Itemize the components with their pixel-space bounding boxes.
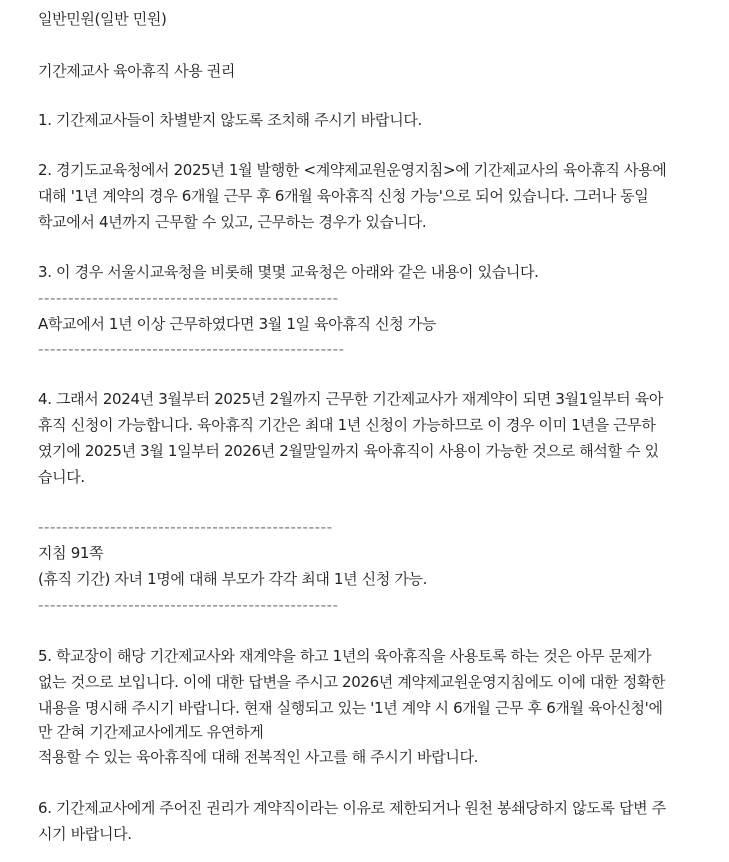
divider-line: ------------------------------------------------- [38,518,333,536]
paragraph-5-line: 적용할 수 있는 육아휴직에 대해 전복적인 사고를 해 주시기 바랍니다. [38,748,479,766]
paragraph-3: 3. 이 경우 서울시교육청을 비롯해 몇몇 교육청은 아래와 같은 내용이 있습니다. [38,263,539,281]
quote-text: A학교에서 1년 이상 근무하였다면 3월 1일 육아휴직 신청 가능 [38,315,437,333]
paragraph-2-line: 2. 경기도교육청에서 2025년 1월 발행한 <계약제교원운영지침>에 기간제교사의 육아휴직 사용에 [38,161,667,179]
paragraph-1: 1. 기간제교사들이 차별받지 않도록 조치해 주시기 바랍니다. [38,111,422,129]
paragraph-5-line: 5. 학교장이 해당 기간제교사와 재계약을 하고 1년의 육아휴직을 사용토록 하는 것은 아무 문제가 [38,647,652,665]
paragraph-6-line: 6. 기간제교사에게 주어진 권리가 계약직이라는 이유로 제한되거나 원천 봉쇄당하지 않도록 답변 주 [38,799,666,817]
paragraph-4-line: 휴직 신청이 가능합니다. 육아휴직 기간은 최대 1년 신청이 가능하므로 이 경우 이미 1년을 근무하 [38,416,656,434]
paragraph-2-line: 대해 '1년 계약의 경우 6개월 근무 후 6개월 육아휴직 신청 가능'으로 되어 있습니다. 그러나 동일 [38,187,649,205]
paragraph-6-line: 시기 바랍니다. [38,825,132,843]
complaint-title: 기간제교사 육아휴직 사용 권리 [38,62,236,80]
paragraph-4-line: 습니다. [38,468,85,486]
paragraph-5-line: 만 갇혀 기간제교사에게도 유연하게 [38,723,264,741]
paragraph-5-line: 없는 것으로 보입니다. 이에 대한 답변을 주시고 2026년 계약제교원운영지침에도 이에 대한 정확한 [38,673,666,691]
guideline-reference: 지침 91쪽 [38,544,104,562]
paragraph-4-line: 였기에 2025년 3월 1일부터 2026년 2월말일까지 육아휴직이 사용이 가능한 것으로 해석할 수 있 [38,442,659,460]
guideline-quote: (휴직 기간) 자녀 1명에 대해 부모가 각각 최대 1년 신청 가능. [38,570,428,588]
divider-line: -------------------------------------------------- [38,289,339,307]
divider-line: -------------------------------------------------- [38,596,339,614]
paragraph-5-line: 내용을 명시해 주시기 바랍니다. 현재 실행되고 있는 '1년 계약 시 6개월 근무 후 6개월 육아신청'에 [38,699,663,717]
divider-line: --------------------------------------------------- [38,340,345,358]
complaint-category: 일반민원(일반 민원) [38,10,167,28]
paragraph-2-line: 학교에서 4년까지 근무할 수 있고, 근무하는 경우가 있습니다. [38,213,427,231]
paragraph-4-line: 4. 그래서 2024년 3월부터 2025년 2월까지 근무한 기간제교사가 재계약이 되면 3월1일부터 육아 [38,390,664,408]
